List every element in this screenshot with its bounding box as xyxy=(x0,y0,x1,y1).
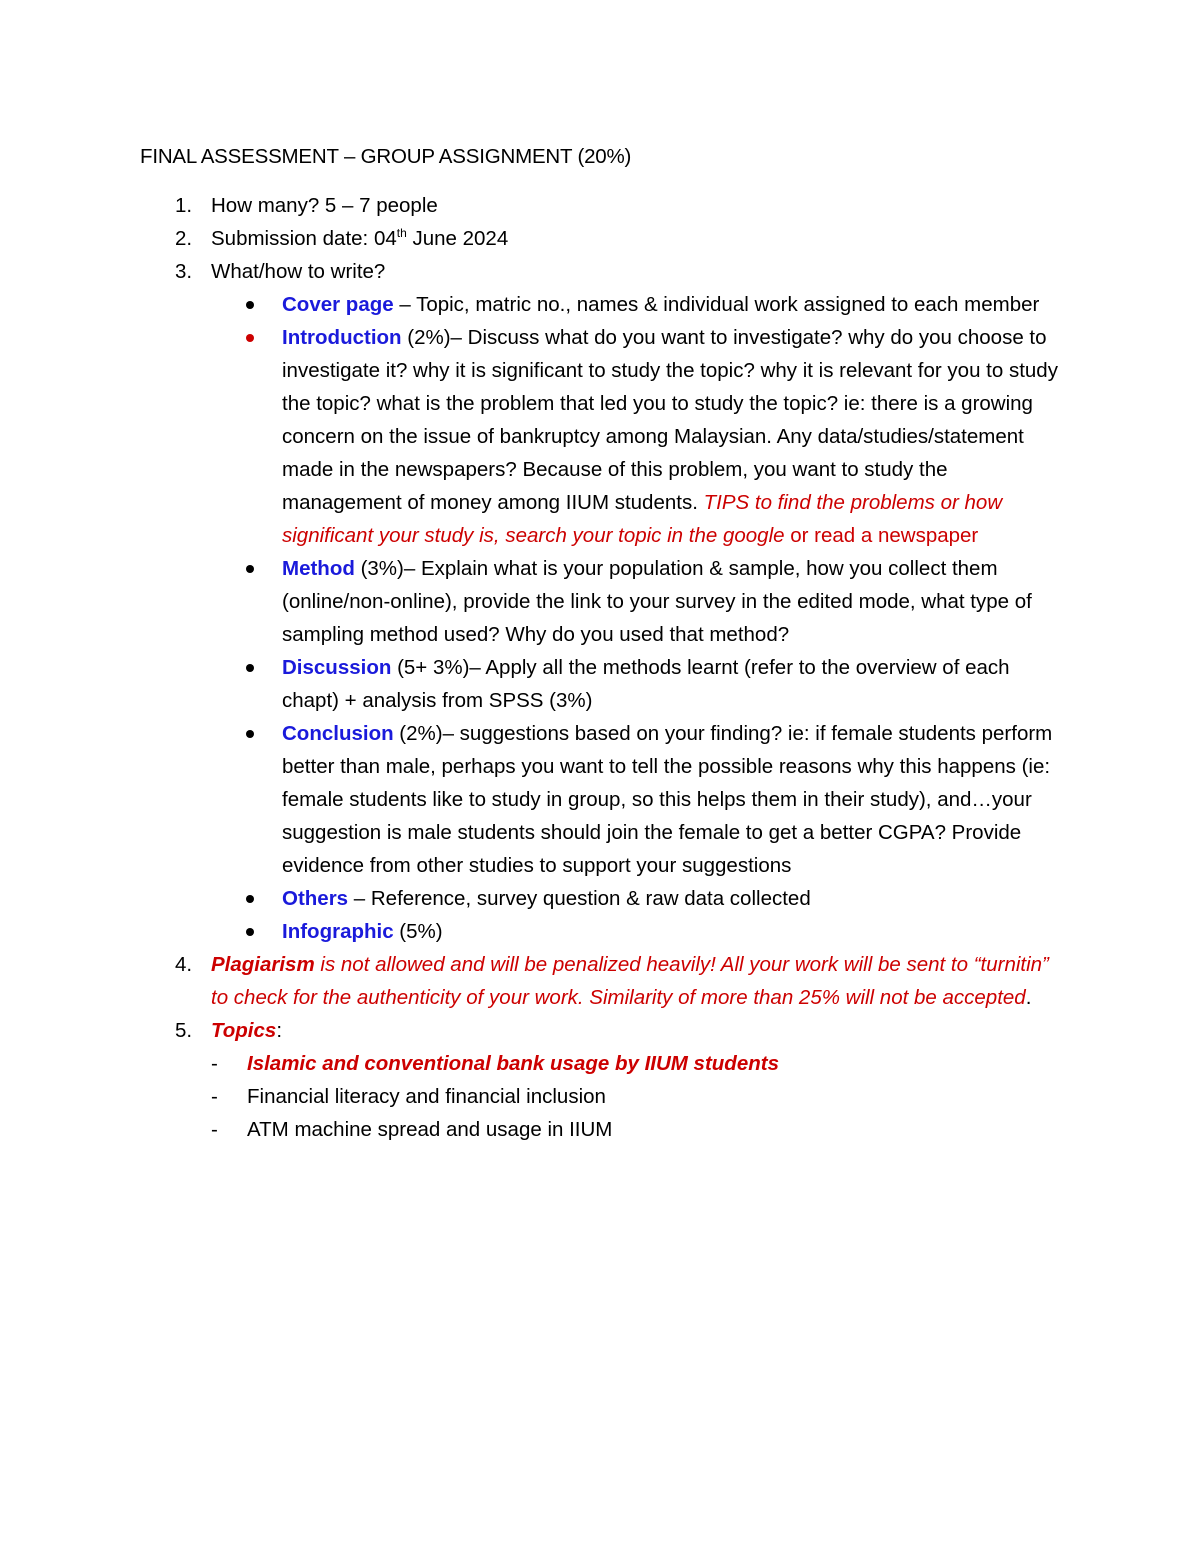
plagiarism-label: Plagiarism xyxy=(211,953,315,976)
bullet-conclusion xyxy=(211,717,1070,882)
item-number: 1. xyxy=(175,194,193,217)
dash-marker: - xyxy=(211,1052,218,1075)
section-text: – Topic, matric no., names & individual work assigned to each member xyxy=(393,293,1040,316)
item-text: What/how to write? xyxy=(211,260,386,283)
section-label: Cover page xyxy=(282,293,394,316)
list-item-topics xyxy=(140,1014,1070,1146)
bullet-dot-icon xyxy=(246,730,254,738)
item-number: 5. xyxy=(175,1019,193,1042)
list-item-what-to-write xyxy=(140,255,1070,948)
section-label: Others xyxy=(282,887,349,910)
bullet-dot-icon xyxy=(246,664,254,672)
topic-text: Financial literacy and financial inclusion xyxy=(247,1085,606,1108)
section-text: (5%) xyxy=(393,920,443,943)
topic-item xyxy=(211,1080,1070,1113)
bullet-others xyxy=(211,882,1070,915)
section-text: – Reference, survey question & raw data collected xyxy=(348,887,811,910)
page-title: FINAL ASSESSMENT – GROUP ASSIGNMENT (20%) xyxy=(140,145,632,168)
item-number: 3. xyxy=(175,260,193,283)
section-label: Conclusion xyxy=(282,722,394,745)
topics-colon: : xyxy=(276,1019,283,1042)
section-label: Introduction xyxy=(282,326,402,349)
section-label: Method xyxy=(282,557,355,580)
topic-text: ATM machine spread and usage in IIUM xyxy=(247,1118,613,1141)
bullet-dot-icon xyxy=(246,301,254,309)
bullet-infographic xyxy=(211,915,1070,948)
bullet-dot-icon xyxy=(246,928,254,936)
list-item-how-many xyxy=(140,189,1070,222)
item-text: How many? 5 – 7 people xyxy=(211,194,438,217)
bullet-introduction xyxy=(211,321,1070,552)
section-label: Infographic xyxy=(282,920,394,943)
bullet-method xyxy=(211,552,1070,651)
ordinal-suffix: th xyxy=(396,226,407,240)
section-label: Discussion xyxy=(282,656,392,679)
dash-marker: - xyxy=(211,1085,218,1108)
section-bullet-list xyxy=(211,288,1070,948)
section-text: (5+ 3%)– Apply all the methods learnt (refer to the overview of each chapt) + analysis from SPSS (3%) xyxy=(282,656,1010,712)
item-text: Submission date: 04 xyxy=(211,227,397,250)
bullet-dot-icon xyxy=(246,334,254,342)
bullet-cover-page xyxy=(211,288,1070,321)
item-number: 4. xyxy=(175,953,193,976)
section-text: (3%)– Explain what is your population & sample, how you collect them (online/non-online), provide the link to your survey in the edited mode, what type of sampling method used? Why do you used that method? xyxy=(282,557,1032,646)
topic-text: Islamic and conventional bank usage by IIUM students xyxy=(247,1052,779,1075)
bullet-dot-icon xyxy=(246,895,254,903)
bullet-dot-icon xyxy=(246,565,254,573)
tips-text: TIPS to find the problems or how significant your study is, search your topic in the google xyxy=(282,491,1003,547)
plagiarism-text: is not allowed and will be penalized heavily! All your work will be sent to “turnitin” to check for the authenticity of your work. Similarity of more than 25% will not be accepted xyxy=(211,953,1049,1009)
item-number: 2. xyxy=(175,227,193,250)
topics-label: Topics xyxy=(211,1019,277,1042)
document-page xyxy=(140,140,1070,1146)
topic-item xyxy=(211,1113,1070,1146)
item-text-after: June 2024 xyxy=(406,227,509,250)
bullet-discussion xyxy=(211,651,1070,717)
section-text: (2%)– suggestions based on your finding? ie: if female students perform better than male, perhaps you want to tell the possible reasons why this happens (ie: female students like to study in group, so this helps them in their study), and…your suggestion is male students should join the female to get a better CGPA? Provide evidence from other studies to support your suggestions xyxy=(282,722,1053,877)
section-text: (2%)– Discuss what do you want to investigate? why do you choose to investigate it? why it is significant to study the topic? why it is relevant for you to study the topic? what is the problem that led you to study the topic? ie: there is a growing concern on the issue of bankruptcy among Malaysian. Any data/studies/statement made in the newspapers? Because of this problem, you want to study the management of money among IIUM students. xyxy=(282,326,1058,514)
plagiarism-end: . xyxy=(1025,986,1032,1009)
list-item-plagiarism xyxy=(140,948,1070,1014)
topic-item xyxy=(211,1047,1070,1080)
dash-marker: - xyxy=(211,1118,218,1141)
tips-tail: or read a newspaper xyxy=(784,524,979,547)
list-item-submission-date xyxy=(140,222,1070,255)
